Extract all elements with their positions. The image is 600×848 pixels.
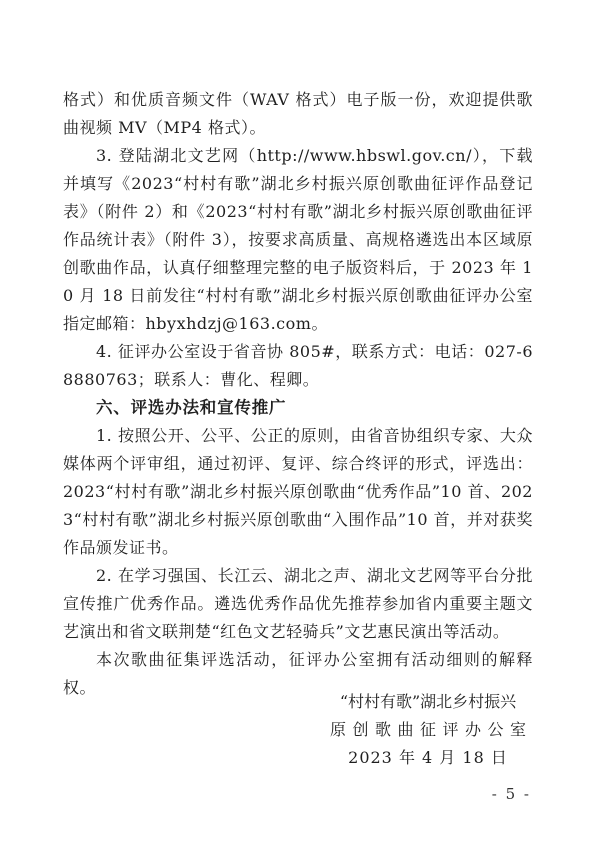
signature-org-line-2: 原创歌曲征评办公室 xyxy=(329,720,533,739)
section-heading-6: 六、评选办法和宣传推广 xyxy=(96,399,287,417)
paragraph-selection-1: 1. 按照公开、公平、公正的原则，由省音协组织专家、大众媒体两个评审组，通过初评、复评、综合终评的形式，评选出：2023“村村有歌”湖北乡村振兴原创歌曲“优秀作品”10 首、2023“村村有歌”湖北乡村振兴原创歌曲“入围作品”10 首，并对获奖作品颁发证书。 xyxy=(63,426,533,557)
paragraph-promotion-2: 2. 在学习强国、长江云、湖北之声、湖北文艺网等平台分批宣传推广优秀作品。遴选优秀作品优先推荐参加省内重要主题文艺演出和省文联荆楚“红色文艺轻骑兵”文艺惠民演出等活动。 xyxy=(63,566,533,641)
paragraph-item-4-contact: 4. 征评办公室设于省音协 805#，联系方式：电话：027-68880763；联系人：曹化、程卿。 xyxy=(63,342,533,389)
paragraph-item-3-submission: 3. 登陆湖北文艺网（http://www.hbswl.gov.cn/），下载并填写《2023“村村有歌”湖北乡村振兴原创歌曲征评作品登记表》（附件 2）和《2023“村村有歌”湖北乡村振兴原创歌曲征评作品统计表》（附件 3），按要求高质量、高规格遴选出本区域原创歌曲作品，认真仔细整理完整的电子版资料后，于 2023 年 10 月 18 日前发往“村村有歌”湖北乡村振兴原创歌曲征评办公室指定邮箱：hbyxhdzj@163.com。 xyxy=(63,146,533,333)
paragraph-continuation: 格式）和优质音频文件（WAV 格式）电子版一份，欢迎提供歌曲视频 MV（MP4 格式）。 xyxy=(63,90,533,137)
signature-org-line-1: “村村有歌”湖北乡村振兴 xyxy=(339,692,517,711)
signature-block xyxy=(327,688,533,772)
page-number: - 5 - xyxy=(491,785,531,803)
signature-date: 2023 年 4 月 18 日 xyxy=(348,748,508,767)
paragraph-interpretation-rights: 本次歌曲征集评选活动，征评办公室拥有活动细则的解释权。 xyxy=(63,650,533,697)
document-body xyxy=(63,86,533,702)
